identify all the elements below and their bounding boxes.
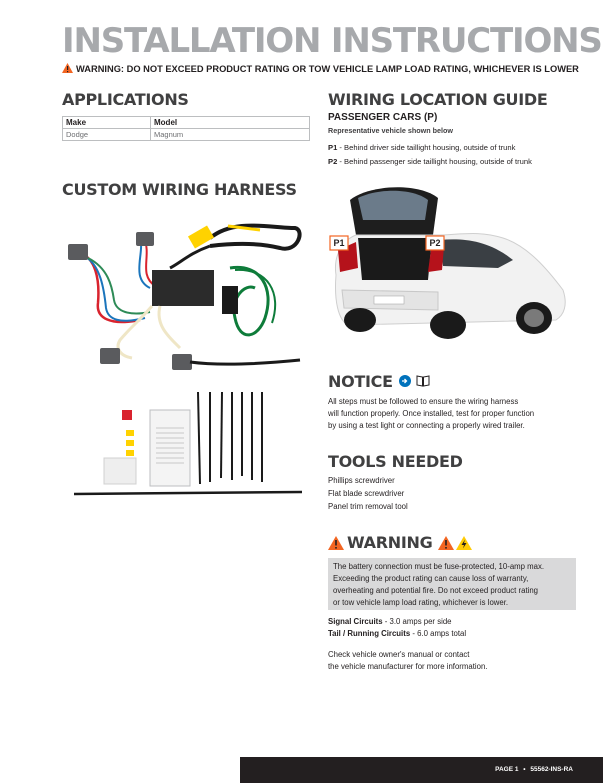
header-warning-text: WARNING: DO NOT EXCEED PRODUCT RATING OR TOW VEHICLE LAMP LOAD RATING, WHICHEVER IS LOWER: [76, 64, 579, 74]
footer-bar: [240, 757, 603, 783]
location-p2: [328, 157, 532, 166]
circuit-label: Tail / Running Circuits: [328, 629, 411, 638]
warning-box: [328, 558, 576, 610]
wiring-guide-heading: WIRING LOCATION GUIDE: [328, 90, 548, 109]
notice-heading: NOTICE: [328, 372, 393, 391]
page-title: INSTALLATION INSTRUCTIONS: [62, 21, 602, 61]
tool-item: Flat blade screwdriver: [328, 489, 405, 498]
location-code: P1: [328, 143, 338, 152]
warning-box-line: Exceeding the product rating can cause loss of warranty,: [333, 574, 529, 583]
location-p1: [328, 143, 515, 152]
location-text: - Behind passenger side taillight housing, outside of trunk: [337, 157, 532, 166]
notice-line: All steps must be followed to ensure the wiring harness: [328, 397, 519, 406]
check-line: the vehicle manufacturer for more information.: [328, 662, 488, 671]
connector-icon: [68, 244, 88, 260]
circuit-rating: [328, 628, 466, 640]
circuit-label: Signal Circuits: [328, 617, 383, 626]
connector-icon: [136, 232, 154, 246]
info-circle-icon: [399, 375, 411, 387]
page-number: PAGE 1: [495, 766, 519, 773]
warning-box-line: or tow vehicle lamp load rating, whichever is lower.: [333, 598, 509, 607]
circuit-rating: [328, 616, 466, 628]
cell-model: Magnum: [151, 129, 310, 141]
vehicle-rear-image: [328, 180, 578, 350]
circuit-value: - 3.0 amps per side: [382, 617, 452, 626]
check-line: Check vehicle owner's manual or contact: [328, 650, 470, 659]
circuit-ratings: [328, 616, 466, 640]
notice-line: by using a test light or connecting a properly wired trailer.: [328, 421, 525, 430]
callout-p1-label: P1: [333, 238, 345, 248]
applications-heading: APPLICATIONS: [62, 90, 189, 109]
fuse-icon: [122, 410, 132, 420]
passenger-cars-subheading: PASSENGER CARS (P): [328, 112, 438, 123]
harness-heading: CUSTOM WIRING HARNESS: [62, 180, 297, 199]
manual-book-icon: [416, 375, 430, 387]
notice-line: will function properly. Once installed, test for proper function: [328, 409, 535, 418]
footer-text: [495, 766, 573, 773]
cell-make: Dodge: [63, 129, 151, 141]
location-text: - Behind driver side taillight housing, outside of trunk: [337, 143, 516, 152]
connector-icon: [172, 354, 192, 370]
footer-bullet: •: [523, 766, 526, 773]
hardware-kit-image: [74, 388, 302, 500]
tool-item: Phillips screwdriver: [328, 476, 395, 485]
electrical-hazard-icon: [456, 536, 472, 550]
applications-table: [62, 116, 310, 141]
warning-triangle-icon: [328, 536, 344, 550]
warning-box-line: overheating and potential fire. Do not exceed product rating: [333, 586, 539, 595]
representative-note: Representative vehicle shown below: [328, 126, 454, 135]
column-header-make: Make: [63, 117, 151, 129]
converter-module: [152, 270, 214, 306]
tools-heading: TOOLS NEEDED: [328, 452, 463, 471]
caution-triangle-icon: [438, 536, 454, 550]
column-header-model: Model: [151, 117, 310, 129]
trailer-plug: [222, 286, 238, 314]
adhesive-pad: [104, 458, 136, 484]
header-warning: [62, 63, 582, 75]
table-row: [63, 129, 310, 141]
circuit-value: - 6.0 amps total: [410, 629, 467, 638]
warning-box-line: The battery connection must be fuse-protected, 10-amp max.: [333, 562, 545, 571]
tool-item: Panel trim removal tool: [328, 502, 408, 511]
document-number: 55562-INS-RA: [530, 766, 573, 773]
warning-heading: WARNING: [347, 533, 433, 552]
callout-p2-label: P2: [429, 238, 441, 248]
wiring-harness-image: [60, 208, 310, 383]
connector-icon: [100, 348, 120, 364]
location-code: P2: [328, 157, 338, 166]
warning-triangle-icon: [62, 63, 73, 73]
